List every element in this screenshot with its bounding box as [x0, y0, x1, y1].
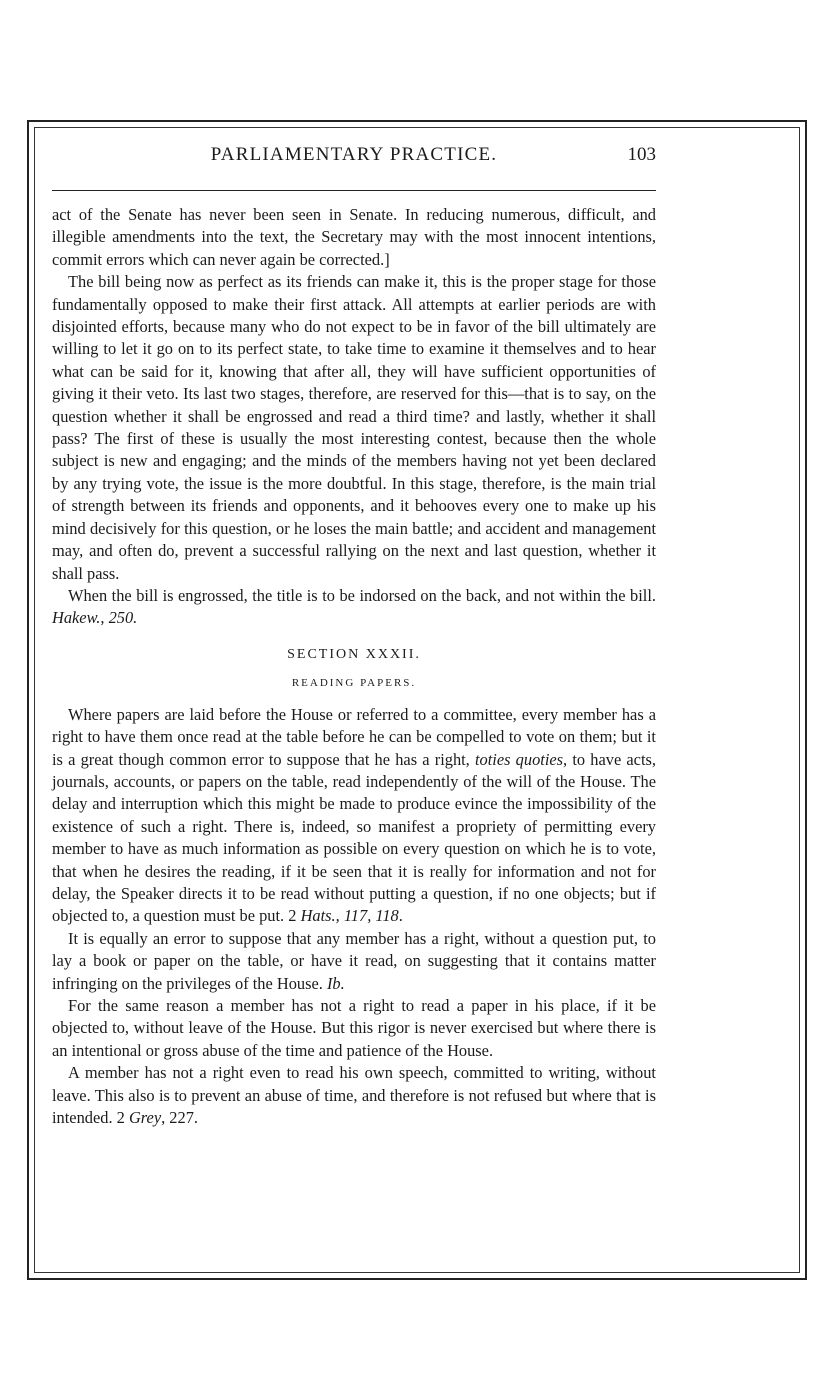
- running-title: PARLIAMENTARY PRACTICE.: [210, 144, 498, 165]
- paragraph-text: When the bill is engrossed, the title is to be indorsed on the back, and not within the bill.: [68, 585, 656, 605]
- section-heading: SECTION XXXII.: [287, 646, 421, 662]
- page-header: [52, 144, 656, 174]
- paragraph: [52, 704, 656, 928]
- citation: Ib.: [326, 973, 345, 993]
- section-subheading: READING PAPERS.: [291, 676, 417, 689]
- paragraph-text: A member has not a right even to read his own speech, committed to writing, without leave. This also is to prevent an abuse of time, and therefore is not refused but where that is intended. 2: [52, 1063, 656, 1128]
- italic-phrase: toties quoties: [474, 749, 564, 769]
- paragraph: act of the Senate has never been seen in Senate. In reducing numerous, difficult, and illegible amendments into the text, the Secretary may with the most innocent intentions, commit errors which can never again be corrected.]: [52, 205, 656, 269]
- paragraph-end: .: [398, 906, 403, 926]
- header-rule: [52, 190, 656, 191]
- page-body: [52, 204, 656, 1129]
- paragraph: [52, 1062, 656, 1129]
- page-number: 103: [627, 144, 656, 165]
- citation: Grey: [128, 1108, 162, 1128]
- citation: Hats., 117, 118: [300, 906, 399, 926]
- paragraph: [52, 585, 656, 630]
- paragraph: [52, 995, 656, 1062]
- paragraph-text: , to have acts, journals, accounts, or papers on the table, read independently of the will of the House. The delay and interruption which this might be made to produce evince the impossibility of the existence of such a right. There is, indeed, so manifest a propriety of permitting every member to have as much information as possible on every question on which he is to vote, that when he desires the reading, if it be seen that it is really for information and not for delay, the Speaker directs it to be read without putting a question, if no one objects; but if objected to, a question must be put. 2: [52, 749, 656, 926]
- paragraph-text: Where papers are laid before the House or referred to a committee, every member has a right to have them once read at the table before he can be compelled to vote on them; but it is a great though common error to suppose that he has a right,: [52, 704, 656, 769]
- paragraph: The bill being now as perfect as its friends can make it, this is the proper stage for those fundamentally opposed to make their first attack. All attempts at earlier periods are with disjointed efforts, because many who do not expect to be in favor of the bill ultimately are willing to let it go on to its perfect state, to take time to examine it themselves and to hear what can be said for it, knowing that after all, they will have sufficient opportunities of giving it their veto. Its last two stages, therefore, are reserved for this—that is to say, on the question whether it shall be engrossed and read a third time? and lastly, whether it shall pass? The first of these is usually the most interesting contest, because then the whole subject is new and engaging; and the minds of the members having not yet been declared by any trying vote, the issue is the more doubtful. In this stage, therefore, is the main trial of strength between its friends and opponents, and it behooves every one to make up his mind decisively for this question, or he loses the main battle; and accident and management may, and often do, prevent a successful rallying on the next and last question, whether it shall pass.: [52, 272, 656, 583]
- paragraph-text: It is equally an error to suppose that any member has a right, without a question put, to lay a book or paper on the table, or have it read, on suggesting that it contains matter infringing on the privileges of the House.: [52, 928, 656, 993]
- citation: Hakew., 250.: [52, 608, 138, 628]
- paragraph: [52, 928, 656, 995]
- paragraph-text: , 227.: [161, 1108, 198, 1128]
- paragraph-text: For the same reason a member has not a right to read a paper in his place, if it be objected to, without leave of the House. But this rigor is never exercised but where there is an intentional or gross abuse of the time and patience of the House.: [52, 996, 656, 1060]
